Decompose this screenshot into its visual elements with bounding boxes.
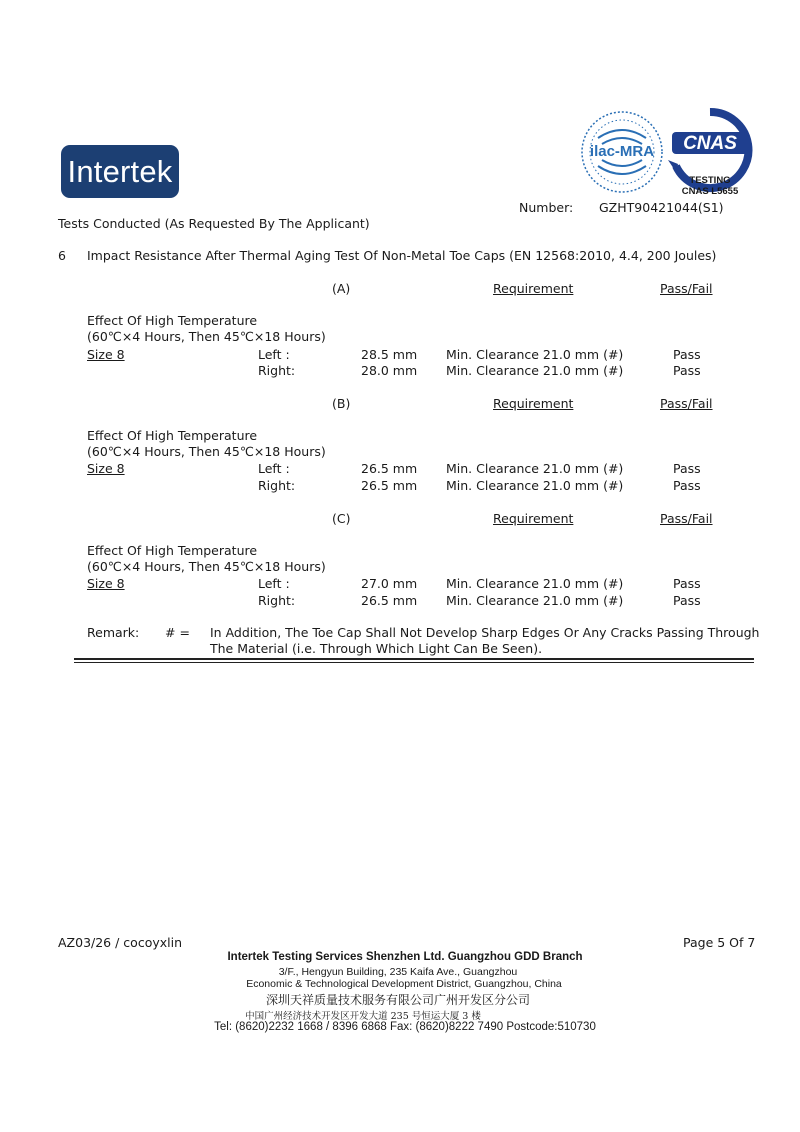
footer-chinese-name: 深圳天祥质量技术服务有限公司广州开发区分公司 [265, 993, 531, 1007]
report-number: GZHT90421044(S1) [599, 200, 724, 215]
requirement-value: Min. Clearance 21.0 mm (#) [446, 347, 624, 362]
measured-value: 26.5 mm [361, 593, 418, 608]
side-label: Right: [258, 363, 296, 378]
number-label: Number: [519, 200, 574, 215]
footer-chinese-address: 中国广州经济技术开发区开发大道 235 号恒运大厦 3 楼 [245, 1011, 481, 1022]
intertek-logo: Intertek [61, 145, 179, 198]
result-value: Pass [673, 461, 701, 476]
end-rule-thin [74, 662, 754, 663]
passfail-header: Pass/Fail [660, 511, 713, 526]
result-value: Pass [673, 576, 701, 591]
effect-title: Effect Of High Temperature [87, 543, 258, 558]
cnas-code-text: CNAS L5655 [681, 186, 739, 197]
remark-label: Remark: [87, 625, 140, 640]
size-label: Size 8 [87, 347, 125, 362]
cnas-text: CNAS [683, 133, 737, 154]
measured-value: 28.0 mm [361, 363, 418, 378]
footer-ref: AZ03/26 / cocoyxlin [58, 935, 182, 950]
passfail-header: Pass/Fail [660, 396, 713, 411]
requirement-header: Requirement [493, 396, 574, 411]
block-label: (B) [332, 396, 351, 411]
page-number: Page 5 Of 7 [683, 935, 756, 950]
result-value: Pass [673, 478, 701, 493]
measured-value: 27.0 mm [361, 576, 418, 591]
effect-condition: (60℃×4 Hours, Then 45℃×18 Hours) [87, 329, 326, 344]
effect-title: Effect Of High Temperature [87, 313, 258, 328]
ilac-mra-logo [578, 108, 666, 200]
footer-address-2: Economic & Technological Development District, Guangzhou, China [246, 978, 562, 990]
side-label: Right: [258, 478, 296, 493]
requirement-value: Min. Clearance 21.0 mm (#) [446, 461, 624, 476]
tests-conducted: Tests Conducted (As Requested By The Applicant) [58, 216, 370, 231]
footer-address-1: 3/F., Hengyun Building, 235 Kaifa Ave., Guangzhou [278, 966, 518, 978]
section-number: 6 [58, 248, 66, 263]
side-label: Right: [258, 593, 296, 608]
section-title: Impact Resistance After Thermal Aging Test Of Non-Metal Toe Caps (EN 12568:2010, 4.4, 200 Joules) [87, 248, 717, 263]
effect-condition: (60℃×4 Hours, Then 45℃×18 Hours) [87, 559, 326, 574]
requirement-value: Min. Clearance 21.0 mm (#) [446, 363, 624, 378]
remark-symbol: # = [165, 625, 190, 640]
remark-line2: The Material (i.e. Through Which Light Can Be Seen). [210, 641, 543, 656]
end-rule-thick [74, 658, 754, 660]
measured-value: 26.5 mm [361, 461, 418, 476]
result-value: Pass [673, 593, 701, 608]
effect-condition: (60℃×4 Hours, Then 45℃×18 Hours) [87, 444, 326, 459]
requirement-header: Requirement [493, 511, 574, 526]
measured-value: 28.5 mm [361, 347, 418, 362]
result-value: Pass [673, 347, 701, 362]
passfail-header: Pass/Fail [660, 281, 713, 296]
requirement-header: Requirement [493, 281, 574, 296]
side-label: Left : [258, 576, 290, 591]
requirement-value: Min. Clearance 21.0 mm (#) [446, 576, 624, 591]
footer-contact: Tel: (8620)2232 1668 / 8396 6868 Fax: (8620)8222 7490 Postcode:510730 [214, 1021, 596, 1033]
side-label: Left : [258, 347, 290, 362]
ilac-text: ilac-MRA [589, 143, 655, 160]
footer-company: Intertek Testing Services Shenzhen Ltd. Guangzhou GDD Branch [227, 951, 583, 963]
measured-value: 26.5 mm [361, 478, 418, 493]
size-label: Size 8 [87, 461, 125, 476]
requirement-value: Min. Clearance 21.0 mm (#) [446, 478, 624, 493]
block-label: (C) [332, 511, 351, 526]
cnas-logo [664, 106, 756, 202]
size-label: Size 8 [87, 576, 125, 591]
effect-title: Effect Of High Temperature [87, 428, 258, 443]
requirement-value: Min. Clearance 21.0 mm (#) [446, 593, 624, 608]
remark-line1: In Addition, The Toe Cap Shall Not Develop Sharp Edges Or Any Cracks Passing Through [210, 625, 760, 640]
side-label: Left : [258, 461, 290, 476]
result-value: Pass [673, 363, 701, 378]
cnas-testing-text: TESTING [689, 175, 731, 186]
block-label: (A) [332, 281, 351, 296]
